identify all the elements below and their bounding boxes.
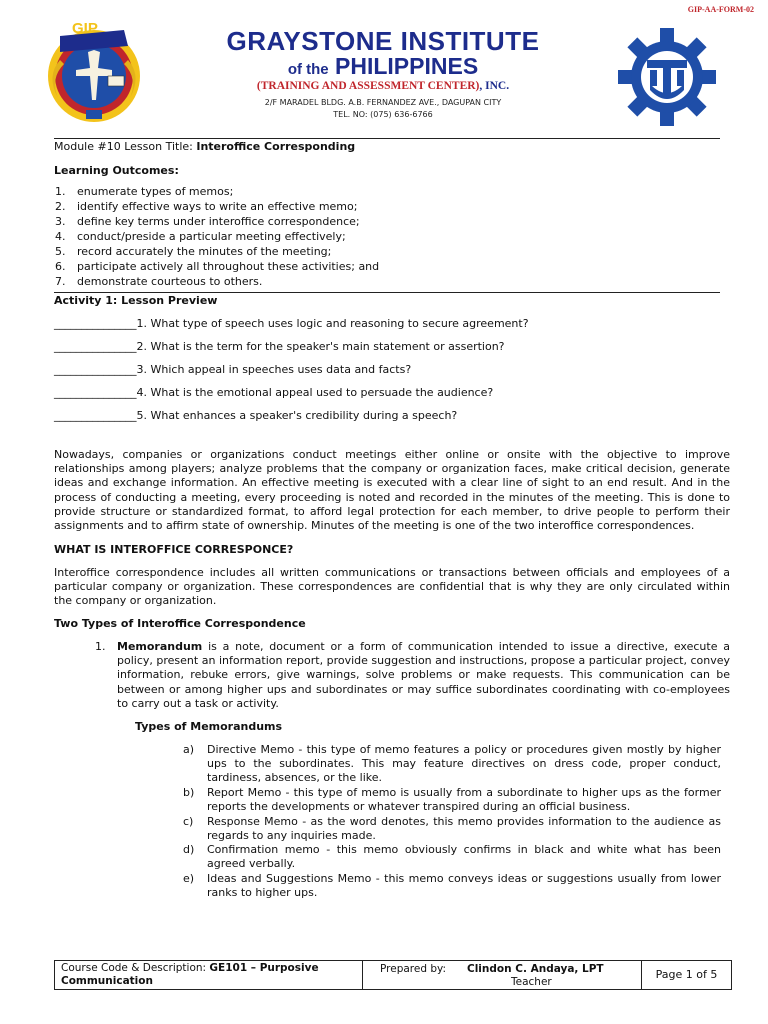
memo-letter-d: d) xyxy=(183,843,195,856)
types-of-memos-heading: Types of Memorandums xyxy=(135,720,283,733)
subtitle-inc: , INC. xyxy=(479,80,510,92)
list-item-text: participate actively all throughout these activities; and xyxy=(77,260,380,273)
memo-type-confirmation: Confirmation memo - this memo obviously confirms in black and white what has been agreed verbally. xyxy=(207,843,721,871)
list-item xyxy=(0,185,768,200)
logo-text: GIP xyxy=(72,20,98,37)
section-rule xyxy=(54,292,720,293)
list-item xyxy=(0,260,768,275)
list-item xyxy=(0,245,768,260)
memo-type-directive: Directive Memo - this type of memo features a policy or procedures given mostly by higher ups to the subordinates. This may feature directives on dress code, proper conduct, tardiness, absences, or the like. xyxy=(207,743,721,785)
tel-line: TEL. NO: (075) 636-6766 xyxy=(333,110,433,119)
prepared-label: Prepared by: xyxy=(380,963,446,975)
activity-heading: Activity 1: Lesson Preview xyxy=(54,294,218,307)
learning-outcomes-list xyxy=(0,185,768,290)
list-item-num: 2. xyxy=(55,200,66,213)
lesson-title: Interoffice Corresponding xyxy=(196,140,356,153)
list-item-text: record accurately the minutes of the meeting; xyxy=(77,245,332,258)
list-item-num: 1. xyxy=(55,185,66,198)
activity-question-1: _______________1. What type of speech uses logic and reasoning to secure agreement? xyxy=(54,317,529,330)
list-item xyxy=(0,230,768,245)
section-paragraph: Interoffice correspondence includes all written communications or transactions between officials and employees of a particular company or organization. These correspondences are confidential that is why they are only circulated within the company or organization. xyxy=(54,566,730,608)
memo-type-response: Response Memo - as the word denotes, this memo provides information to the audience as regards to any inquiries made. xyxy=(207,815,721,843)
institute-title: GRAYSTONE INSTITUTE xyxy=(226,26,540,56)
two-types-heading: Two Types of Interoffice Correspondence xyxy=(54,617,306,630)
form-code: GIP-AA-FORM-02 xyxy=(687,5,754,14)
prepared-role: Teacher xyxy=(511,976,552,988)
list-item xyxy=(0,275,768,290)
memo-type-ideas: Ideas and Suggestions Memo - this memo conveys ideas or suggestions usually from lower ranks to higher ups. xyxy=(207,872,721,900)
footer-course-cell xyxy=(55,961,363,989)
list-item-num: 4. xyxy=(55,230,66,243)
subtitle-red: (TRAINING AND ASSESSMENT CENTER) xyxy=(256,80,480,92)
list-item-num: 5. xyxy=(55,245,66,258)
course-label: Course Code & Description: xyxy=(61,962,210,974)
memo-letter-e: e) xyxy=(183,872,195,885)
activity-question-2: _______________2. What is the term for the speaker's main statement or assertion? xyxy=(54,340,505,353)
intro-paragraph: Nowadays, companies or organizations conduct meetings either online or onsite with the objective to improve relationships among players; analyze problems that the company or organization faces, make critical decision, generate ideas and exchange information. An effective meeting is executed with a clear line of sight to an end result. And in the process of conducting a meeting, every proceeding is noted and recorded in the minutes of the meeting. This is done to provide structure or standardized format, to afford legal protection for each member, to drive people to perform their assignments and to affirm state of ownership. Minutes of the meeting is one of the two interoffice correspondences. xyxy=(54,448,730,533)
list-item-text: identify effective ways to write an effective memo; xyxy=(77,200,358,213)
memo-letter-b: b) xyxy=(183,786,195,799)
address-line: 2/F MARADEL BLDG. A.B. FERNANDEZ AVE., DAGUPAN CITY xyxy=(264,98,502,107)
activity-question-3: _______________3. Which appeal in speeches uses data and facts? xyxy=(54,363,412,376)
course-value-line2: Communication xyxy=(61,975,153,987)
footer-table xyxy=(54,960,732,990)
memorandum-num: 1. xyxy=(95,640,106,653)
list-item-num: 7. xyxy=(55,275,66,288)
list-item-num: 3. xyxy=(55,215,66,228)
memorandum-term: Memorandum xyxy=(117,640,203,653)
title-of-the: of the xyxy=(287,61,329,78)
memo-letter-c: c) xyxy=(183,815,194,828)
module-title xyxy=(54,140,355,154)
list-item-text: demonstrate courteous to others. xyxy=(77,275,263,288)
section-heading: WHAT IS INTEROFFICE CORRESPONCE? xyxy=(54,543,294,556)
institute-address xyxy=(160,97,606,121)
list-item xyxy=(0,200,768,215)
list-item-text: enumerate types of memos; xyxy=(77,185,234,198)
memo-letter-a: a) xyxy=(183,743,195,756)
institute-title-line2 xyxy=(160,53,606,83)
prepared-name: Clindon C. Andaya, LPT xyxy=(467,963,604,975)
title-philippines: PHILIPPINES xyxy=(335,53,479,79)
module-prefix: Module #10 Lesson Title: xyxy=(54,140,197,153)
memo-type-report: Report Memo - this type of memo is usually from a subordinate to higher ups as the former reports the developments or whatever transpired during an official business. xyxy=(207,786,721,814)
institute-subtitle xyxy=(160,80,606,92)
list-item-text: define key terms under interoffice correspondence; xyxy=(77,215,360,228)
tesda-gear-logo xyxy=(614,24,720,130)
list-item-num: 6. xyxy=(55,260,66,273)
list-item-text: conduct/preside a particular meeting effectively; xyxy=(77,230,346,243)
memorandum-text: is a note, document or a form of communication intended to issue a directive, execute a policy, present an information report, provide suggestion and instructions, propose a particular project, convey information, rebuke errors, give warnings, solve problems or make requests. This communication can be between or among higher ups and subordinates or may suffice subordinates coordinating with co-employees to carry out a task or activity. xyxy=(117,640,730,710)
activity-question-5: _______________5. What enhances a speaker's credibility during a speech? xyxy=(54,409,458,422)
page-number: Page 1 of 5 xyxy=(641,960,732,990)
header-rule xyxy=(54,138,720,139)
course-value: GE101 – Purposive xyxy=(209,962,319,974)
memorandum-definition xyxy=(117,640,730,711)
learning-outcomes-heading: Learning Outcomes: xyxy=(54,164,179,177)
list-item xyxy=(0,215,768,230)
activity-question-4: _______________4. What is the emotional appeal used to persuade the audience? xyxy=(54,386,494,399)
